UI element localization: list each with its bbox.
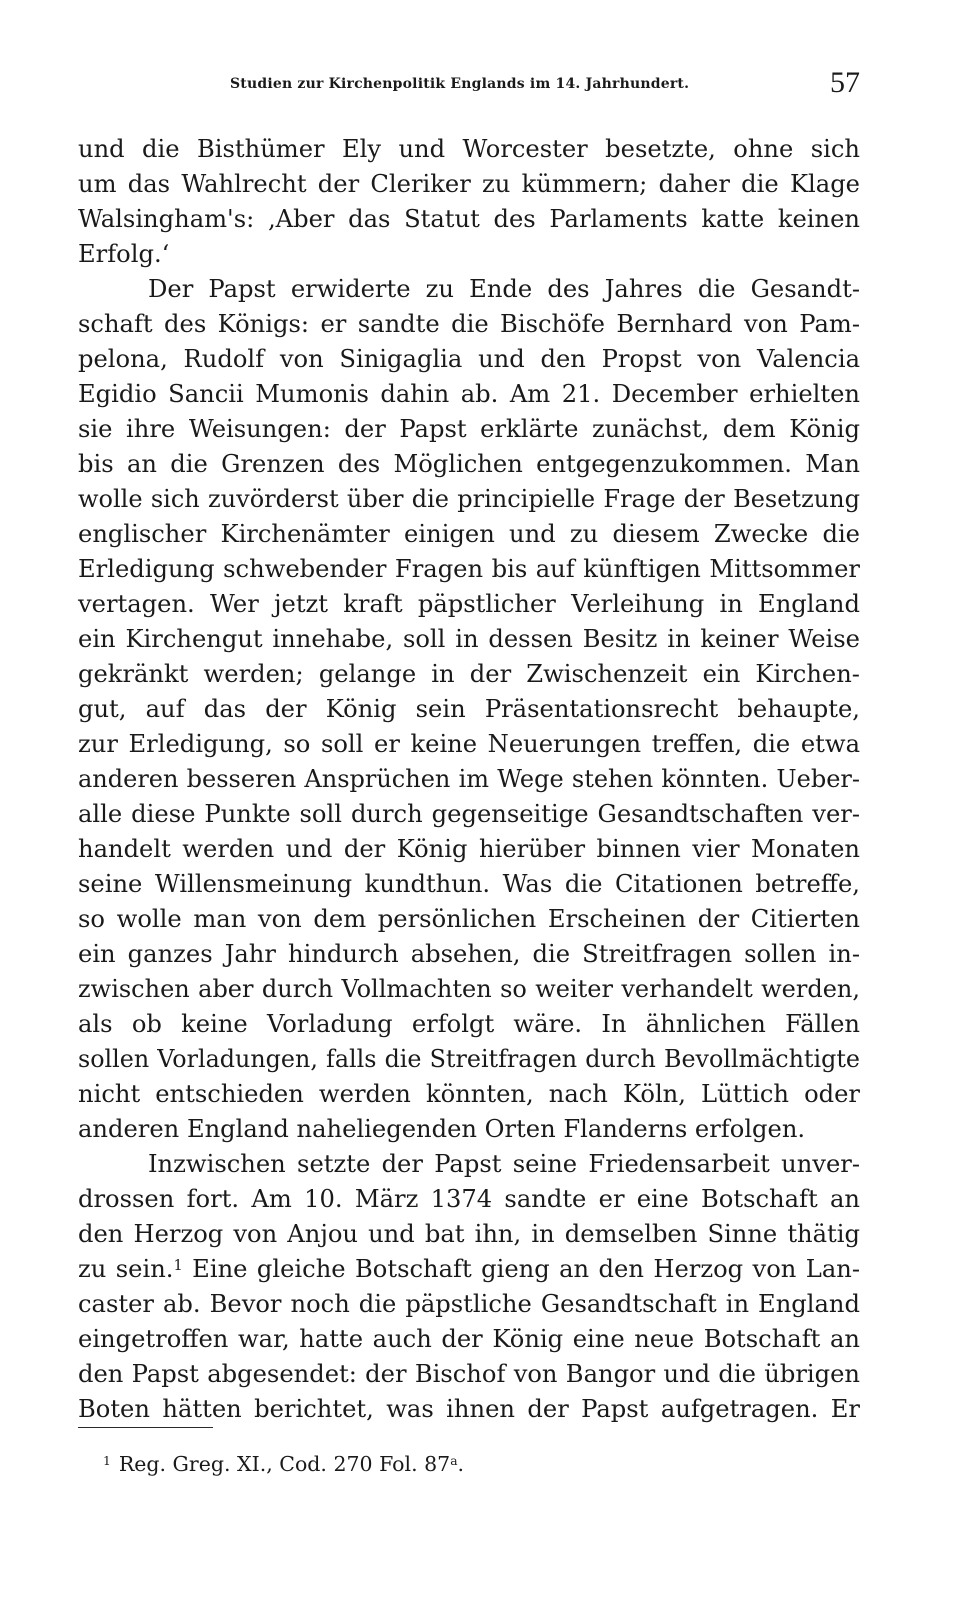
text-line: als ob keine Vorladung erfolgt wäre. In ähnlichen Fällen xyxy=(78,1010,860,1038)
text-line: zwischen aber durch Vollmachten so weiter verhandelt werden, xyxy=(78,975,860,1003)
footnote-divider xyxy=(78,1427,213,1428)
footnote-end: . xyxy=(457,1452,465,1476)
text-line: den Herzog von Anjou und bat ihn, in demselben Sinne thätig xyxy=(78,1220,860,1248)
body-text xyxy=(78,132,860,1427)
text-fragment: Eine gleiche Botschaft gieng an den Herzog von Lan- xyxy=(192,1255,860,1283)
text-line: Inzwischen setzte der Papst seine Friedensarbeit unver- xyxy=(148,1150,860,1178)
text-line: Erledigung schwebender Fragen bis auf künftigen Mittsommer xyxy=(78,555,860,583)
running-title: Studien zur Kirchenpolitik Englands im 14. Jahrhundert. xyxy=(230,76,690,92)
footnote-reference[interactable]: 1 xyxy=(173,1258,183,1275)
text-line: handelt werden und der König hierüber binnen vier Monaten xyxy=(78,835,860,863)
text-line: pelona, Rudolf von Sinigaglia und den Propst von Valencia xyxy=(78,345,860,373)
text-line: eingetroffen war, hatte auch der König eine neue Botschaft an xyxy=(78,1325,860,1353)
text-line: seine Willensmeinung kundthun. Was die Citationen betreffe, xyxy=(78,870,860,898)
text-line: sie ihre Weisungen: der Papst erklärte zunächst, dem König xyxy=(78,415,860,443)
footnote-superscript: a xyxy=(450,1454,458,1469)
text-line: Erfolg.‘ xyxy=(78,240,170,268)
text-line: ein Kirchengut innehabe, soll in dessen Besitz in keiner Weise xyxy=(78,625,860,653)
text-line: bis an die Grenzen des Möglichen entgegenzukommen. Man xyxy=(78,450,860,478)
text-fragment: zu sein. xyxy=(78,1255,174,1283)
text-line: alle diese Punkte soll durch gegenseitige Gesandtschaften ver- xyxy=(78,800,860,828)
text-line: anderen besseren Ansprüchen im Wege stehen könnten. Ueber- xyxy=(78,765,860,793)
footnote-mark: 1 xyxy=(103,1454,111,1469)
text-line: um das Wahlrecht der Cleriker zu kümmern; daher die Klage xyxy=(78,170,860,198)
text-line: ein ganzes Jahr hindurch absehen, die Streitfragen sollen in- xyxy=(78,940,860,968)
text-line xyxy=(78,1252,860,1287)
text-line: zur Erledigung, so soll er keine Neuerungen treffen, die etwa xyxy=(78,730,860,758)
text-line: und die Bisthümer Ely und Worcester besetzte, ohne sich xyxy=(78,135,860,163)
text-line: nicht entschieden werden könnten, nach Köln, Lüttich oder xyxy=(78,1080,860,1108)
running-head xyxy=(78,68,860,104)
text-line: anderen England naheliegenden Orten Flanderns erfolgen. xyxy=(78,1115,806,1143)
text-line: gut, auf das der König sein Präsentationsrecht behaupte, xyxy=(78,695,860,723)
text-line: sollen Vorladungen, falls die Streitfragen durch Bevollmächtigte xyxy=(78,1045,860,1073)
text-line: vertagen. Wer jetzt kraft päpstlicher Verleihung in England xyxy=(78,590,860,618)
page-number: 57 xyxy=(830,66,860,99)
text-line: Egidio Sancii Mumonis dahin ab. Am 21. December erhielten xyxy=(78,380,860,408)
footnote-text: Reg. Greg. XI., Cod. 270 Fol. 87 xyxy=(118,1452,451,1476)
text-line: schaft des Königs: er sandte die Bischöfe Bernhard von Pam- xyxy=(78,310,860,338)
text-line: so wolle man von dem persönlichen Erscheinen der Citierten xyxy=(78,905,860,933)
text-line: caster ab. Bevor noch die päpstliche Gesandtschaft in England xyxy=(78,1290,860,1318)
text-line: englischer Kirchenämter einigen und zu diesem Zwecke die xyxy=(78,520,860,548)
text-line: den Papst abgesendet: der Bischof von Bangor und die übrigen xyxy=(78,1360,860,1388)
text-line: drossen fort. Am 10. März 1374 sandte er eine Botschaft an xyxy=(78,1185,860,1213)
text-line: wolle sich zuvörderst über die principielle Frage der Besetzung xyxy=(78,485,860,513)
text-line: gekränkt werden; gelange in der Zwischenzeit ein Kirchen- xyxy=(78,660,860,688)
text-line: Boten hätten berichtet, was ihnen der Papst aufgetragen. Er xyxy=(78,1395,860,1423)
text-line: Der Papst erwiderte zu Ende des Jahres die Gesandt- xyxy=(148,275,860,303)
footnote xyxy=(103,1452,464,1476)
text-line: Walsingham's: ‚Aber das Statut des Parlaments katte keinen xyxy=(78,205,860,233)
